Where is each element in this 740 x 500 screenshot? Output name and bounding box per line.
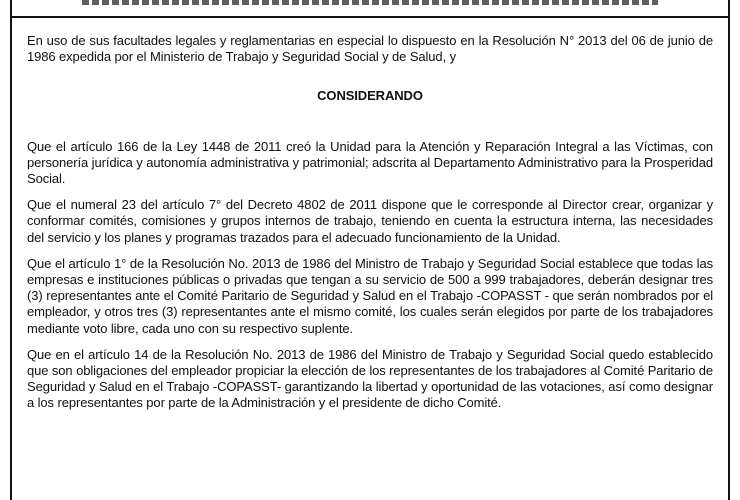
document-frame-left [10, 16, 12, 500]
intro-paragraph: En uso de sus facultades legales y reglamentarias en especial lo dispuesto en la Resolución N° 2013 del 06 de junio de 1986 expedida por el Ministerio de Trabajo y Seguridad Social y de Salud, y [27, 33, 713, 65]
paragraph-resolucion-articulo-1: Que el artículo 1° de la Resolución No. 2013 de 1986 del Ministro de Trabajo y Seguridad Social establece que todas las empresas e instituciones públicas o privadas que tengan a su servicio de 500 a 999 trabajadores, deberán designar tres (3) representantes ante el Comité Paritario de Seguridad y Salud en el Trabajo -COPASST - que serán nombrados por el empleador, y otros tres (3) representantes ante el mismo comité, los cuales serán elegidos por parte de los trabajadores mediante voto libre, cada uno con su respectivo suplente. [27, 255, 713, 336]
document-body [27, 33, 713, 422]
document-frame-top [10, 0, 730, 18]
document-frame-right [728, 16, 730, 500]
paragraph-decreto-4802: Que el numeral 23 del artículo 7° del Decreto 4802 de 2011 dispone que le corresponde al Director crear, organizar y conformar comités, comisiones y grupos internos de trabajo, teniendo en cuenta la estructura interna, las necesidades del servicio y los planes y programas trazados para el adecuado funcionamiento de la Unidad. [27, 197, 713, 245]
cut-off-header-text [82, 0, 658, 5]
considerando-heading: CONSIDERANDO [317, 88, 423, 104]
paragraph-resolucion-articulo-14: Que en el artículo 14 de la Resolución No. 2013 de 1986 del Ministro de Trabajo y Seguridad Social quedo establecido que son obligaciones del empleador propiciar la elección de los representantes de los trabajadores al Comité Paritario de Seguridad y Salud en el Trabajo -COPASST- garantizando la libertad y oportunidad de las votaciones, así como designar a los representantes por parte de la Administración y el presidente de dicho Comité. [27, 346, 713, 411]
paragraph-ley-1448: Que el artículo 166 de la Ley 1448 de 2011 creó la Unidad para la Atención y Reparación Integral a las Víctimas, con personería jurídica y autonomía administrativa y patrimonial; adscrita al Departamento Administrativo para la Prosperidad Social. [27, 138, 713, 187]
